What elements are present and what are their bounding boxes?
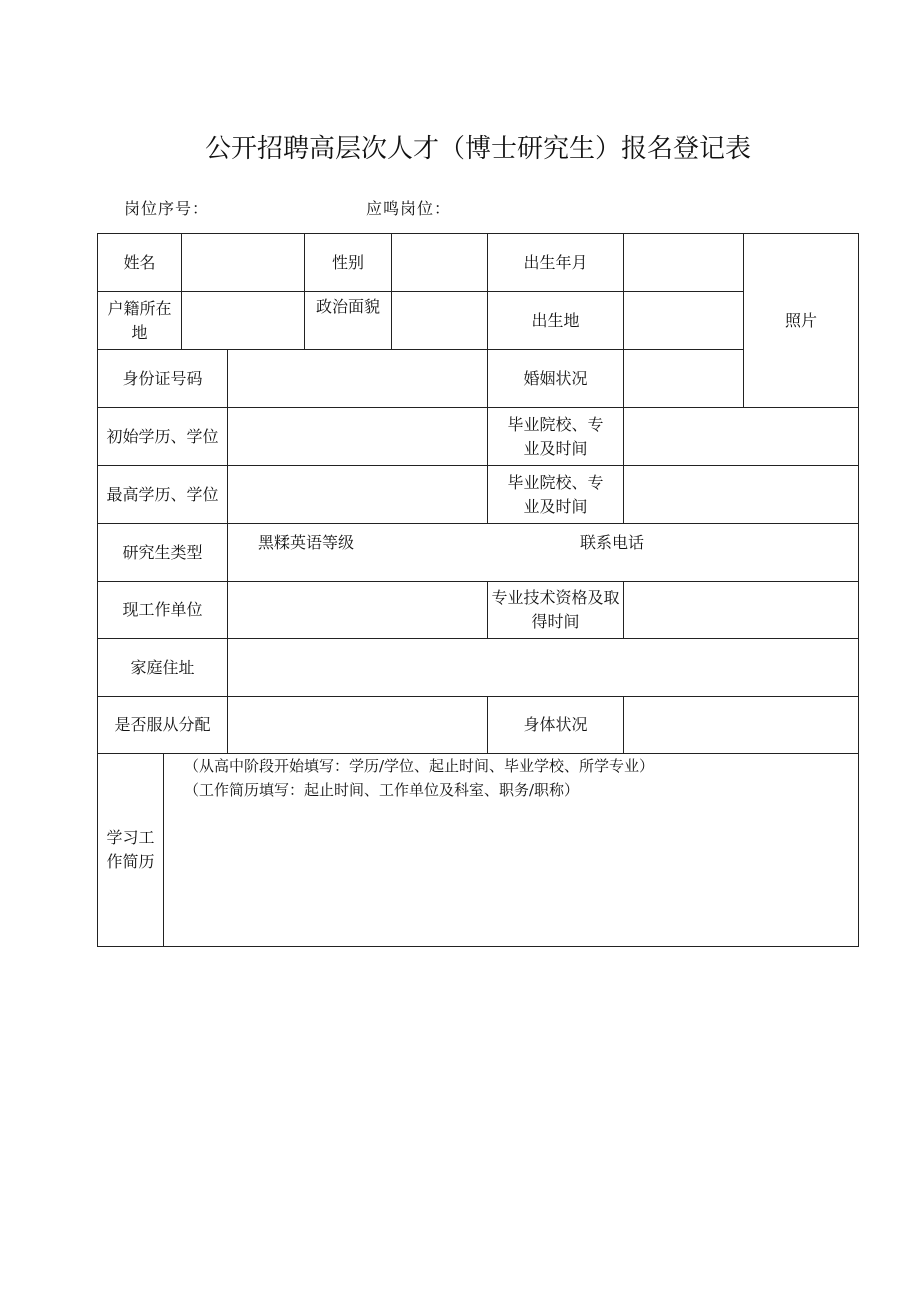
health-status-label: 身体状况 [487, 696, 624, 754]
applied-post-label: 应鸣岗位： [366, 199, 452, 218]
political-status-label: 政治面貌 [304, 291, 392, 350]
id-number-field[interactable] [227, 349, 488, 408]
household-registration-field[interactable] [181, 291, 305, 350]
home-address-field[interactable] [227, 638, 859, 697]
post-number-label: 岗位序号： [124, 199, 210, 218]
health-status-field[interactable] [623, 696, 859, 754]
id-number-label: 身份证号码 [97, 349, 228, 408]
graduation-info-field-2[interactable] [623, 465, 859, 524]
graduation-info-field-1[interactable] [623, 407, 859, 466]
english-level-label: 黑糅英语等级 [258, 533, 355, 552]
contact-phone-label: 联系电话 [580, 533, 645, 552]
graduation-info-label-2: 毕业院校、专业及时间 [487, 465, 624, 524]
resume-note-education: （从高中阶段开始填写：学历/学位、起止时间、毕业学校、所学专业） [184, 757, 655, 775]
marital-status-field[interactable] [623, 349, 744, 408]
household-registration-label: 户籍所在地 [97, 291, 182, 350]
initial-education-field[interactable] [227, 407, 488, 466]
birthplace-field[interactable] [623, 291, 744, 350]
marital-status-label: 婚姻状况 [487, 349, 624, 408]
highest-education-label: 最高学历、学位 [97, 465, 228, 524]
birth-date-field[interactable] [623, 233, 744, 292]
resume-note-work: （工作简历填写：起止时间、工作单位及科室、职务/职称） [184, 781, 580, 799]
professional-qualification-field[interactable] [623, 581, 859, 639]
graduation-info-label-1: 毕业院校、专业及时间 [487, 407, 624, 466]
form-title: 公开招聘高层次人才（博士研究生）报名登记表 [204, 134, 751, 164]
home-address-label: 家庭住址 [97, 638, 228, 697]
initial-education-label: 初始学历、学位 [97, 407, 228, 466]
name-field[interactable] [181, 233, 305, 292]
graduate-type-label: 研究生类型 [97, 523, 228, 582]
gender-label: 性别 [304, 233, 392, 292]
gender-field[interactable] [391, 233, 488, 292]
current-employer-field[interactable] [227, 581, 488, 639]
name-label: 姓名 [97, 233, 182, 292]
birthplace-label: 出生地 [487, 291, 624, 350]
resume-label: 学习工作简历 [97, 753, 164, 947]
professional-qualification-label: 专业技术资格及取得时间 [487, 581, 624, 639]
photo-box[interactable]: 照片 [743, 233, 859, 408]
highest-education-field[interactable] [227, 465, 488, 524]
obey-assignment-field[interactable] [227, 696, 488, 754]
obey-assignment-label: 是否服从分配 [97, 696, 228, 754]
birth-date-label: 出生年月 [487, 233, 624, 292]
political-status-field[interactable] [391, 291, 488, 350]
current-employer-label: 现工作单位 [97, 581, 228, 639]
